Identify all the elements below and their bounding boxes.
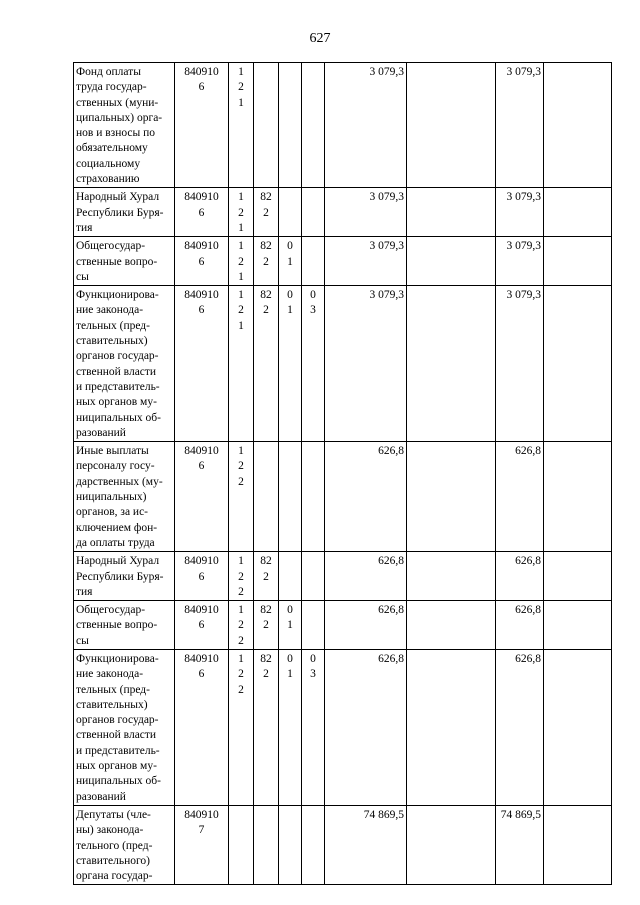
target-article-code — [175, 286, 229, 442]
row-name — [74, 649, 175, 805]
row-name — [74, 63, 175, 188]
amount-total — [325, 649, 407, 805]
amount-col-2 — [407, 552, 496, 601]
target-article-code — [175, 237, 229, 286]
budget-table — [73, 62, 612, 885]
cell-code: 840910 6 — [184, 66, 219, 94]
section-code — [279, 237, 302, 286]
cell-sum1: 626,8 — [378, 604, 404, 617]
cell-sum3: 74 869,5 — [500, 808, 541, 821]
cell-grbs: 82 2 — [260, 555, 272, 583]
cell-sum3: 626,8 — [515, 555, 541, 568]
amount-col-3 — [496, 63, 544, 188]
target-article-code — [175, 188, 229, 237]
cell-kvr: 1 2 1 — [238, 240, 244, 283]
section-code — [279, 649, 302, 805]
cell-kvr: 1 2 1 — [238, 66, 244, 109]
amount-col-4 — [544, 805, 612, 884]
amount-col-4 — [544, 442, 612, 552]
subsection-code — [302, 552, 325, 601]
expense-type-code — [229, 188, 254, 237]
amount-col-2 — [407, 237, 496, 286]
cell-grbs: 82 2 — [260, 652, 272, 681]
administrator-code — [254, 286, 279, 442]
expense-type-code — [229, 601, 254, 650]
target-article-code — [175, 805, 229, 884]
amount-col-4 — [544, 601, 612, 650]
cell-sum3: 3 079,3 — [506, 240, 541, 253]
cell-name: Общегосудар- ственные вопро- сы — [76, 604, 158, 647]
cell-code: 840910 6 — [184, 240, 219, 268]
amount-col-4 — [544, 649, 612, 805]
cell-code: 840910 6 — [184, 289, 219, 317]
cell-code: 840910 6 — [184, 445, 219, 473]
section-code — [279, 552, 302, 601]
subsection-code — [302, 286, 325, 442]
cell-kvr: 1 2 2 — [238, 445, 244, 488]
cell-kvr: 1 2 2 — [238, 555, 244, 598]
cell-sum3: 626,8 — [515, 652, 541, 665]
row-name — [74, 237, 175, 286]
target-article-code — [175, 649, 229, 805]
cell-sum1: 3 079,3 — [369, 66, 404, 78]
cell-grbs: 82 2 — [260, 289, 272, 317]
table-row — [74, 286, 612, 442]
cell-code: 840910 6 — [184, 191, 219, 219]
cell-sum3: 3 079,3 — [506, 66, 541, 78]
amount-col-3 — [496, 237, 544, 286]
administrator-code — [254, 649, 279, 805]
cell-sum1: 3 079,3 — [369, 240, 404, 253]
subsection-code — [302, 601, 325, 650]
section-code — [279, 442, 302, 552]
cell-name: Фонд оплаты труда государ- ственных (муни- ципальных) орга- нов и взносы по обязательному социальному страхованию — [76, 66, 163, 186]
amount-total — [325, 237, 407, 286]
amount-col-4 — [544, 237, 612, 286]
cell-name: Народный Хурал Республики Буря- тия — [76, 191, 164, 234]
cell-kvr: 1 2 1 — [238, 191, 244, 234]
cell-sum3: 626,8 — [515, 445, 541, 458]
target-article-code — [175, 552, 229, 601]
cell-code: 840910 6 — [184, 555, 219, 583]
target-article-code — [175, 63, 229, 188]
administrator-code — [254, 805, 279, 884]
cell-pr: 0 3 — [310, 289, 316, 317]
cell-sum1: 74 869,5 — [363, 808, 404, 821]
table-row — [74, 188, 612, 237]
administrator-code — [254, 601, 279, 650]
amount-col-2 — [407, 805, 496, 884]
administrator-code — [254, 237, 279, 286]
cell-name: Общегосудар- ственные вопро- сы — [76, 240, 158, 283]
cell-name: Функционирова- ние законода- тельных (пред- ставительных) органов государ- ственной власти и представитель- ных органов му- ниципальных об- разований — [76, 289, 161, 439]
cell-kvr: 1 2 2 — [238, 604, 244, 647]
section-code — [279, 63, 302, 188]
row-name — [74, 188, 175, 237]
table-row — [74, 237, 612, 286]
target-article-code — [175, 601, 229, 650]
cell-rz: 0 1 — [287, 289, 293, 317]
subsection-code — [302, 63, 325, 188]
section-code — [279, 601, 302, 650]
table-row — [74, 649, 612, 805]
cell-code: 840910 6 — [184, 652, 219, 681]
cell-sum3: 3 079,3 — [506, 191, 541, 204]
cell-sum1: 626,8 — [378, 445, 404, 458]
row-name — [74, 601, 175, 650]
cell-name: Иные выплаты персоналу госу- дарственных (му- ниципальных) органов, за ис- ключением фон- да оплаты труда — [76, 445, 163, 549]
row-name — [74, 552, 175, 601]
cell-grbs: 82 2 — [260, 191, 272, 219]
cell-name: Функционирова- ние законода- тельных (пред- ставительных) органов государ- ственной власти и представитель- ных органов му- ниципальных об- разований — [76, 652, 161, 803]
page-number: 627 — [309, 31, 331, 46]
amount-col-3 — [496, 601, 544, 650]
amount-total — [325, 805, 407, 884]
amount-total — [325, 286, 407, 442]
subsection-code — [302, 649, 325, 805]
amount-col-2 — [407, 601, 496, 650]
cell-kvr: 1 2 2 — [238, 652, 244, 696]
amount-col-4 — [544, 552, 612, 601]
target-article-code — [175, 442, 229, 552]
section-code — [279, 188, 302, 237]
amount-col-3 — [496, 552, 544, 601]
cell-grbs: 82 2 — [260, 240, 272, 268]
expense-type-code — [229, 552, 254, 601]
cell-sum1: 3 079,3 — [369, 191, 404, 204]
cell-grbs: 82 2 — [260, 604, 272, 632]
cell-sum1: 626,8 — [378, 555, 404, 568]
subsection-code — [302, 805, 325, 884]
expense-type-code — [229, 442, 254, 552]
amount-col-4 — [544, 286, 612, 442]
administrator-code — [254, 442, 279, 552]
row-name — [74, 442, 175, 552]
amount-total — [325, 552, 407, 601]
amount-col-3 — [496, 286, 544, 442]
expense-type-code — [229, 649, 254, 805]
cell-pr: 0 3 — [310, 652, 316, 681]
administrator-code — [254, 63, 279, 188]
amount-col-4 — [544, 188, 612, 237]
row-name — [74, 286, 175, 442]
expense-type-code — [229, 63, 254, 188]
table-row — [74, 442, 612, 552]
amount-col-3 — [496, 649, 544, 805]
cell-name: Депутаты (чле- ны) законода- тельного (пред- ставительного) органа государ- — [76, 808, 153, 883]
administrator-code — [254, 552, 279, 601]
amount-total — [325, 63, 407, 188]
amount-col-2 — [407, 63, 496, 188]
expense-type-code — [229, 237, 254, 286]
amount-total — [325, 442, 407, 552]
cell-kvr: 1 2 1 — [238, 289, 244, 332]
cell-name: Народный Хурал Республики Буря- тия — [76, 555, 164, 598]
cell-rz: 0 1 — [287, 604, 293, 632]
table-row — [74, 63, 612, 188]
cell-sum1: 626,8 — [378, 652, 404, 665]
amount-col-3 — [496, 188, 544, 237]
subsection-code — [302, 188, 325, 237]
amount-col-2 — [407, 442, 496, 552]
amount-total — [325, 601, 407, 650]
administrator-code — [254, 188, 279, 237]
amount-col-3 — [496, 442, 544, 552]
cell-rz: 0 1 — [287, 652, 293, 681]
cell-rz: 0 1 — [287, 240, 293, 268]
amount-col-2 — [407, 649, 496, 805]
row-name — [74, 805, 175, 884]
cell-code: 840910 7 — [184, 808, 219, 837]
amount-col-4 — [544, 63, 612, 188]
cell-code: 840910 6 — [184, 604, 219, 632]
section-code — [279, 805, 302, 884]
cell-sum3: 626,8 — [515, 604, 541, 617]
section-code — [279, 286, 302, 442]
table-row — [74, 805, 612, 884]
expense-type-code — [229, 805, 254, 884]
amount-col-2 — [407, 188, 496, 237]
expense-type-code — [229, 286, 254, 442]
table-row — [74, 601, 612, 650]
cell-sum1: 3 079,3 — [369, 289, 404, 302]
subsection-code — [302, 442, 325, 552]
table-row — [74, 552, 612, 601]
subsection-code — [302, 237, 325, 286]
amount-total — [325, 188, 407, 237]
amount-col-3 — [496, 805, 544, 884]
cell-sum3: 3 079,3 — [506, 289, 541, 302]
amount-col-2 — [407, 286, 496, 442]
